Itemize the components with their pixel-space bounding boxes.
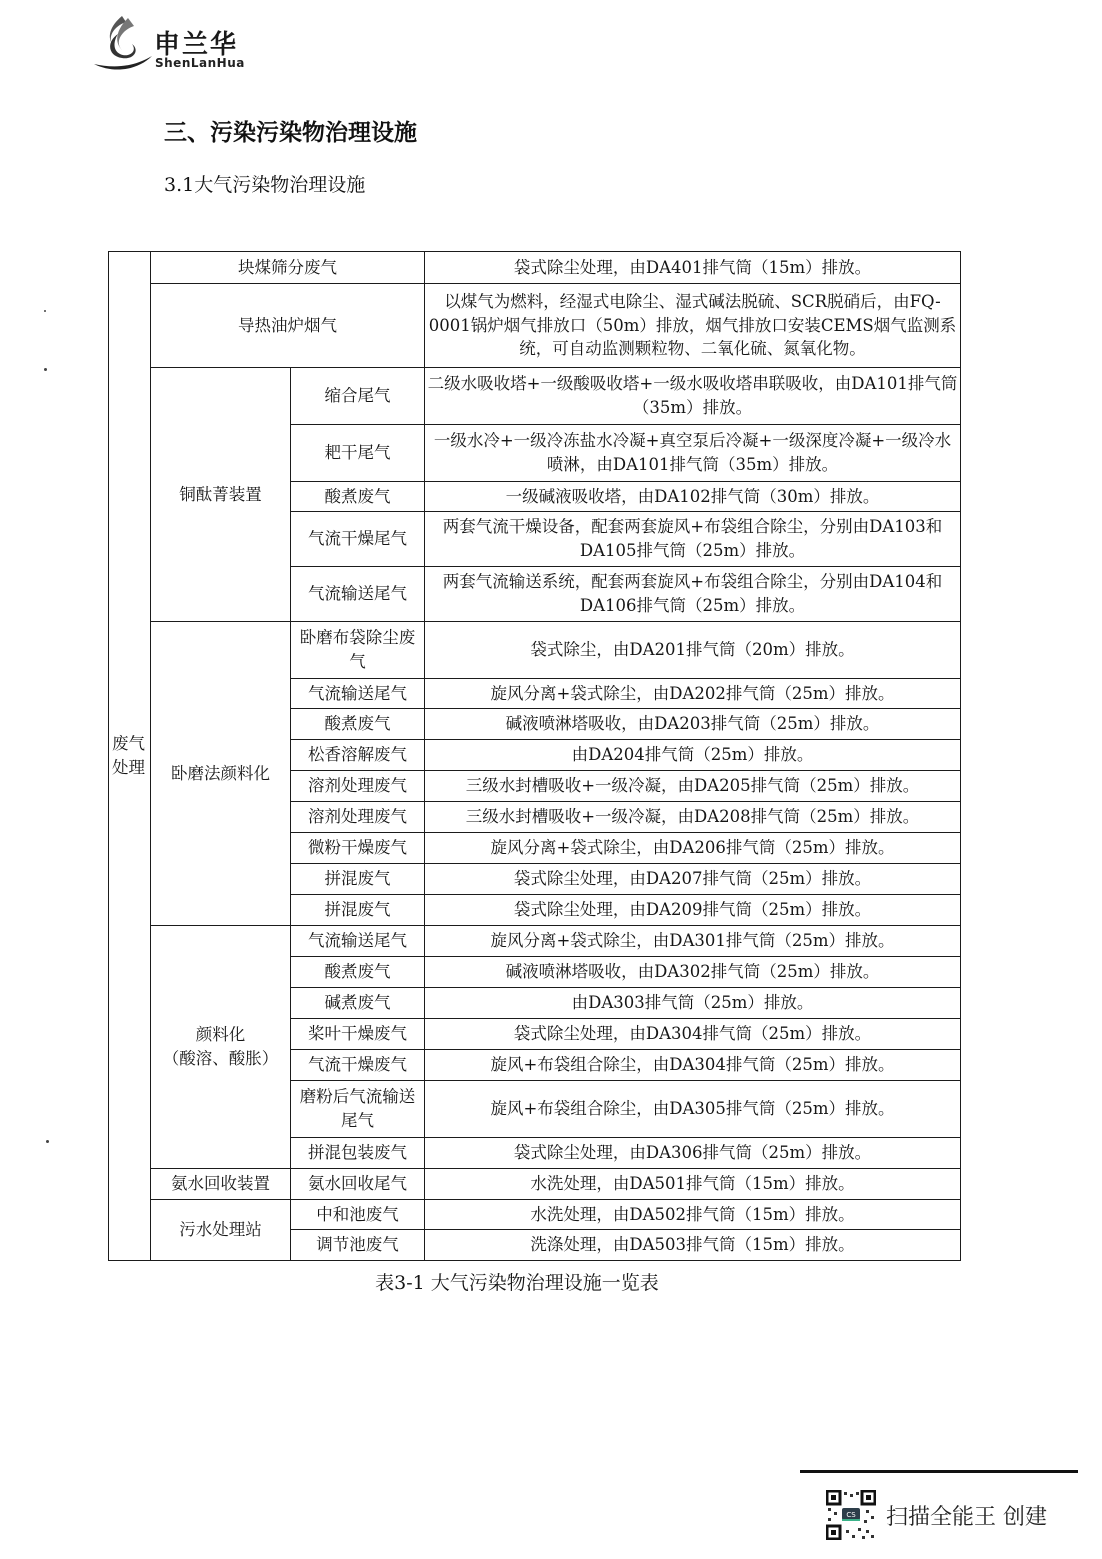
source-cell: 中和池废气 xyxy=(291,1200,425,1230)
measure-cell: 碱液喷淋塔吸收，由DA203排气筒（25m）排放。 xyxy=(425,709,961,740)
category-cell: 废气 处理 xyxy=(109,252,151,1261)
measure-cell: 旋风+布袋组合除尘，由DA305排气筒（25m）排放。 xyxy=(425,1081,961,1138)
unit-cell: 卧磨法颜料化 xyxy=(151,622,291,926)
source-cell: 溶剂处理废气 xyxy=(291,771,425,802)
source-cell: 气流输送尾气 xyxy=(291,926,425,957)
table-row xyxy=(109,1169,961,1200)
unit-cell: 颜料化 （酸溶、酸胀） xyxy=(151,926,291,1169)
measure-cell: 袋式除尘处理，由DA306排气筒（25m）排放。 xyxy=(425,1138,961,1169)
table-row xyxy=(109,284,961,368)
logo-english-text: ShenLanHua xyxy=(155,56,245,70)
source-cell: 碱煮废气 xyxy=(291,988,425,1019)
svg-text:CS: CS xyxy=(846,1511,856,1519)
measure-cell: 袋式除尘处理，由DA304排气筒（25m）排放。 xyxy=(425,1019,961,1050)
measure-cell: 两套气流干燥设备，配套两套旋风+布袋组合除尘，分别由DA103和DA105排气筒（25m）排放。 xyxy=(425,512,961,567)
unit-cell: 氨水回收装置 xyxy=(151,1169,291,1200)
unit-cell: 污水处理站 xyxy=(151,1200,291,1261)
source-cell: 调节池废气 xyxy=(291,1230,425,1261)
measure-cell: 袋式除尘处理，由DA209排气筒（25m）排放。 xyxy=(425,895,961,926)
measure-cell: 三级水封槽吸收+一级冷凝，由DA205排气筒（25m）排放。 xyxy=(425,771,961,802)
measure-cell: 碱液喷淋塔吸收，由DA302排气筒（25m）排放。 xyxy=(425,957,961,988)
measure-cell: 旋风+布袋组合除尘，由DA304排气筒（25m）排放。 xyxy=(425,1050,961,1081)
measure-cell: 一级水冷+一级冷冻盐水冷凝+真空泵后冷凝+一级深度冷凝+一级冷水喷淋，由DA101排气筒（35m）排放。 xyxy=(425,425,961,482)
source-cell: 酸煮废气 xyxy=(291,709,425,740)
unit-cell: 导热油炉烟气 xyxy=(151,284,425,368)
measure-cell: 旋风分离+袋式除尘，由DA202排气筒（25m）排放。 xyxy=(425,679,961,709)
company-logo xyxy=(92,12,282,74)
section-title: 三、污染污染物治理设施 xyxy=(164,120,417,146)
qr-code-icon xyxy=(826,1490,876,1540)
table-row xyxy=(109,622,961,679)
source-cell: 气流输送尾气 xyxy=(291,679,425,709)
source-cell: 耙干尾气 xyxy=(291,425,425,482)
subsection-title: 3.1大气污染物治理设施 xyxy=(164,174,366,196)
source-cell: 缩合尾气 xyxy=(291,368,425,425)
source-cell: 气流干燥尾气 xyxy=(291,512,425,567)
table-row xyxy=(109,1200,961,1230)
swirl-logo-icon xyxy=(92,12,154,74)
measure-cell: 由DA204排气筒（25m）排放。 xyxy=(425,740,961,771)
unit-cell: 块煤筛分废气 xyxy=(151,252,425,284)
scan-artifact xyxy=(44,368,47,371)
scan-artifact xyxy=(44,310,46,312)
footer-divider xyxy=(800,1470,1078,1473)
source-cell: 卧磨布袋除尘废气 xyxy=(291,622,425,679)
source-cell: 拼混废气 xyxy=(291,895,425,926)
scan-artifact xyxy=(46,1140,49,1143)
measure-cell: 三级水封槽吸收+一级冷凝，由DA208排气筒（25m）排放。 xyxy=(425,802,961,833)
measure-cell: 二级水吸收塔+一级酸吸收塔+一级水吸收塔串联吸收，由DA101排气筒（35m）排放。 xyxy=(425,368,961,425)
source-cell: 气流干燥废气 xyxy=(291,1050,425,1081)
source-cell: 酸煮废气 xyxy=(291,482,425,512)
measure-cell: 水洗处理，由DA501排气筒（15m）排放。 xyxy=(425,1169,961,1200)
measure-cell: 旋风分离+袋式除尘，由DA301排气筒（25m）排放。 xyxy=(425,926,961,957)
air-pollution-facilities-table xyxy=(108,251,961,1261)
measure-cell: 一级碱液吸收塔，由DA102排气筒（30m）排放。 xyxy=(425,482,961,512)
source-cell: 溶剂处理废气 xyxy=(291,802,425,833)
measure-cell: 洗涤处理，由DA503排气筒（15m）排放。 xyxy=(425,1230,961,1261)
measure-cell: 水洗处理，由DA502排气筒（15m）排放。 xyxy=(425,1200,961,1230)
measure-cell: 袋式除尘，由DA201排气筒（20m）排放。 xyxy=(425,622,961,679)
measure-cell: 两套气流输送系统，配套两套旋风+布袋组合除尘，分别由DA104和DA106排气筒（25m）排放。 xyxy=(425,567,961,622)
measure-cell: 旋风分离+袋式除尘，由DA206排气筒（25m）排放。 xyxy=(425,833,961,864)
measure-cell: 由DA303排气筒（25m）排放。 xyxy=(425,988,961,1019)
source-cell: 酸煮废气 xyxy=(291,957,425,988)
unit-cell: 铜酞菁装置 xyxy=(151,368,291,622)
logo-chinese-text: 申兰华 xyxy=(154,30,239,60)
source-cell: 桨叶干燥废气 xyxy=(291,1019,425,1050)
source-cell: 拼混废气 xyxy=(291,864,425,895)
measure-cell: 袋式除尘处理，由DA207排气筒（25m）排放。 xyxy=(425,864,961,895)
table-caption: 表3-1 大气污染物治理设施一览表 xyxy=(375,1272,659,1294)
source-cell: 拼混包装废气 xyxy=(291,1138,425,1169)
scanner-watermark: 扫描全能王 创建 xyxy=(886,1505,1047,1530)
source-cell: 气流输送尾气 xyxy=(291,567,425,622)
table-row xyxy=(109,368,961,425)
table-row xyxy=(109,926,961,957)
measure-cell: 以煤气为燃料，经湿式电除尘、湿式碱法脱硫、SCR脱硝后，由FQ-0001锅炉烟气排放口（50m）排放，烟气排放口安装CEMS烟气监测系统，可自动监测颗粒物、二氧化硫、氮氧化物。 xyxy=(425,284,961,368)
measure-cell: 袋式除尘处理，由DA401排气筒（15m）排放。 xyxy=(425,252,961,284)
source-cell: 微粉干燥废气 xyxy=(291,833,425,864)
source-cell: 氨水回收尾气 xyxy=(291,1169,425,1200)
source-cell: 磨粉后气流输送尾气 xyxy=(291,1081,425,1138)
source-cell: 松香溶解废气 xyxy=(291,740,425,771)
table-row xyxy=(109,252,961,284)
